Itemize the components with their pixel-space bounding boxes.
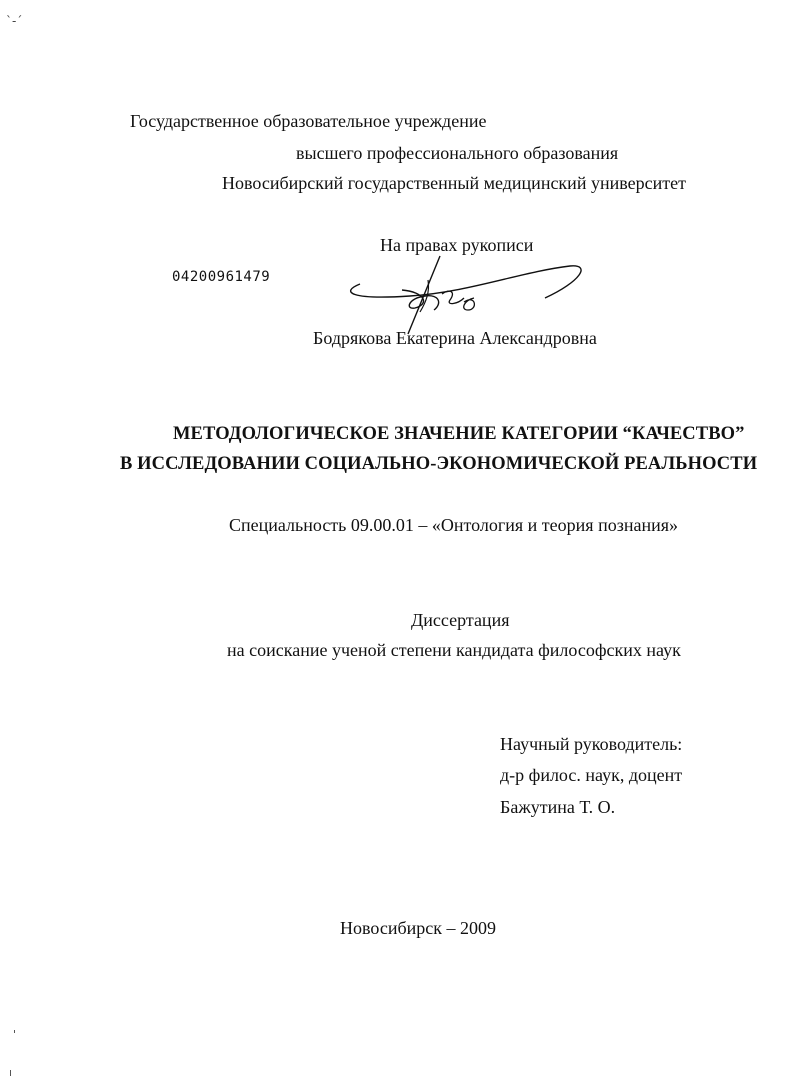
scan-artifact-mark: `-´	[6, 14, 23, 28]
dissertation-title-line-2: В ИССЛЕДОВАНИИ СОЦИАЛЬНО-ЭКОНОМИЧЕСКОЙ РЕАЛЬНОСТИ	[120, 454, 758, 474]
document-id: 04200961479	[172, 269, 271, 285]
scan-artifact-dot	[14, 1030, 15, 1033]
dissertation-title-line-1: МЕТОДОЛОГИЧЕСКОЕ ЗНАЧЕНИЕ КАТЕГОРИИ “КАЧЕСТВО”	[173, 424, 745, 444]
institution-line-1: Государственное образовательное учреждение	[130, 111, 487, 131]
author-name: Бодрякова Екатерина Александровна	[313, 328, 597, 348]
supervisor-label: Научный руководитель:	[500, 734, 683, 754]
institution-line-2: высшего профессионального образования	[296, 143, 619, 163]
scan-artifact-dot	[10, 1070, 11, 1076]
work-type-degree: на соискание ученой степени кандидата философских наук	[227, 640, 681, 660]
specialty: Специальность 09.00.01 – «Онтология и теория познания»	[229, 515, 678, 535]
supervisor-name: Бажутина Т. О.	[500, 797, 616, 817]
supervisor-degree: д-р филос. наук, доцент	[500, 765, 683, 785]
institution-line-3: Новосибирский государственный медицинский университет	[222, 173, 686, 193]
manuscript-note: На правах рукописи	[380, 235, 534, 255]
place-year: Новосибирск – 2009	[340, 918, 496, 938]
work-type-label: Диссертация	[411, 610, 510, 630]
